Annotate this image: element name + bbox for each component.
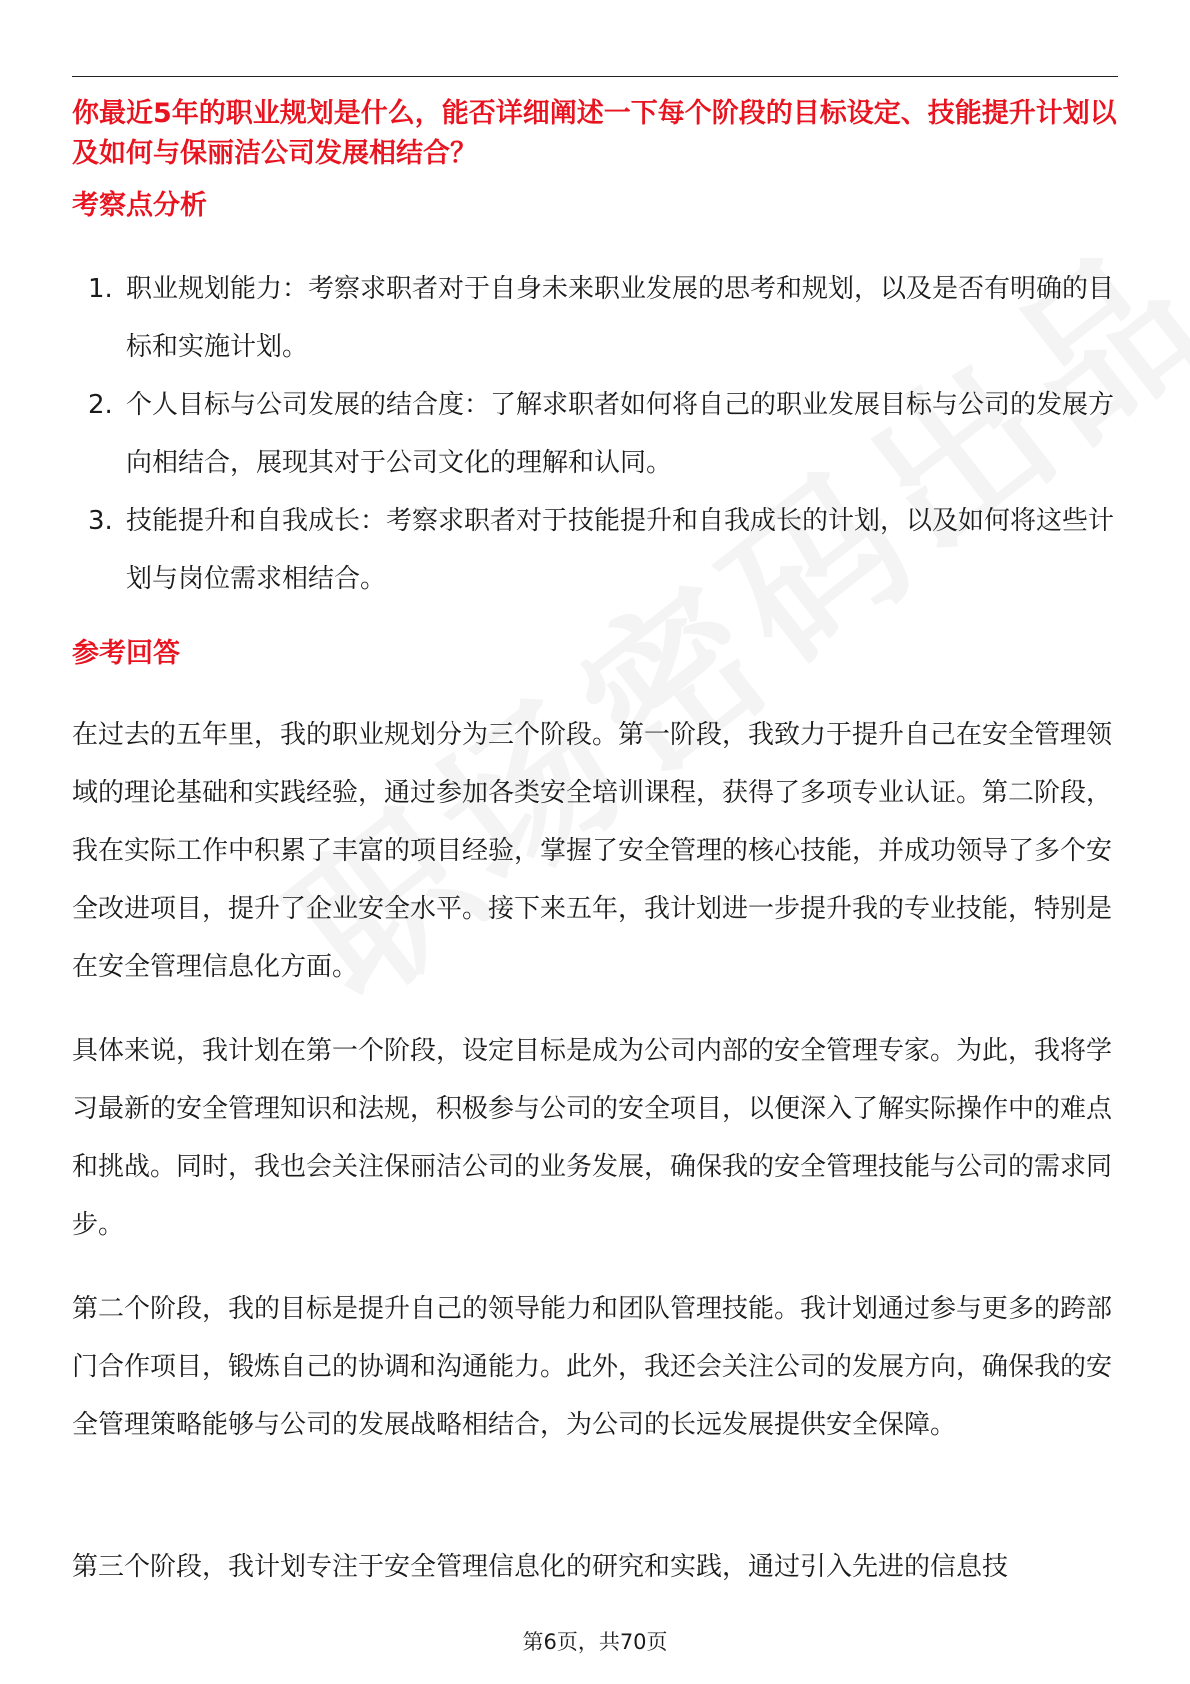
answer-heading: 参考回答 [72,638,180,669]
analysis-item-text: 职业规划能力：考察求职者对于自身未来职业发展的思考和规划，以及是否有明确的目标和实施计划。 [126,274,1115,362]
answer-paragraph: 第二个阶段，我的目标是提升自己的领导能力和团队管理技能。我计划通过参与更多的跨部门合作项目，锻炼自己的协调和沟通能力。此外，我还会关注公司的发展方向，确保我的安全管理策略能够与公司的发展战略相结合，为公司的长远发展提供安全保障。 [72,1294,1113,1440]
analysis-heading: 考察点分析 [72,190,207,221]
analysis-item [72,376,1118,492]
document-page [72,76,1118,1676]
analysis-item-text: 技能提升和自我成长：考察求职者对于技能提升和自我成长的计划，以及如何将这些计划与岗位需求相结合。 [126,506,1115,594]
answer-paragraph: 具体来说，我计划在第一个阶段，设定目标是成为公司内部的安全管理专家。为此，我将学习最新的安全管理知识和法规，积极参与公司的安全项目，以便深入了解实际操作中的难点和挑战。同时，我也会关注保丽洁公司的业务发展，确保我的安全管理技能与公司的需求同步。 [72,1036,1113,1240]
analysis-item-number: 3. [88,506,113,536]
analysis-item-text: 个人目标与公司发展的结合度：了解求职者如何将自己的职业发展目标与公司的发展方向相结合，展现其对于公司文化的理解和认同。 [126,390,1115,478]
answer-paragraph: 在过去的五年里，我的职业规划分为三个阶段。第一阶段，我致力于提升自己在安全管理领域的理论基础和实践经验，通过参加各类安全培训课程，获得了多项专业认证。第二阶段，我在实际工作中积累了丰富的项目经验，掌握了安全管理的核心技能，并成功领导了多个安全改进项目，提升了企业安全水平。接下来五年，我计划进一步提升我的专业技能，特别是在安全管理信息化方面。 [72,720,1113,982]
top-divider [72,76,1118,77]
analysis-list [72,260,1118,608]
answer-paragraph: 第三个阶段，我计划专注于安全管理信息化的研究和实践，通过引入先进的信息技 [72,1552,1009,1582]
question-title: 你最近5年的职业规划是什么，能否详细阐述一下每个阶段的目标设定、技能提升计划以及如何与保丽洁公司发展相结合？ [72,98,1117,169]
analysis-item [72,492,1118,608]
analysis-item [72,260,1118,376]
page-number: 第6页，共70页 [522,1630,668,1654]
analysis-item-number: 1. [88,274,113,304]
analysis-item-number: 2. [88,390,113,420]
